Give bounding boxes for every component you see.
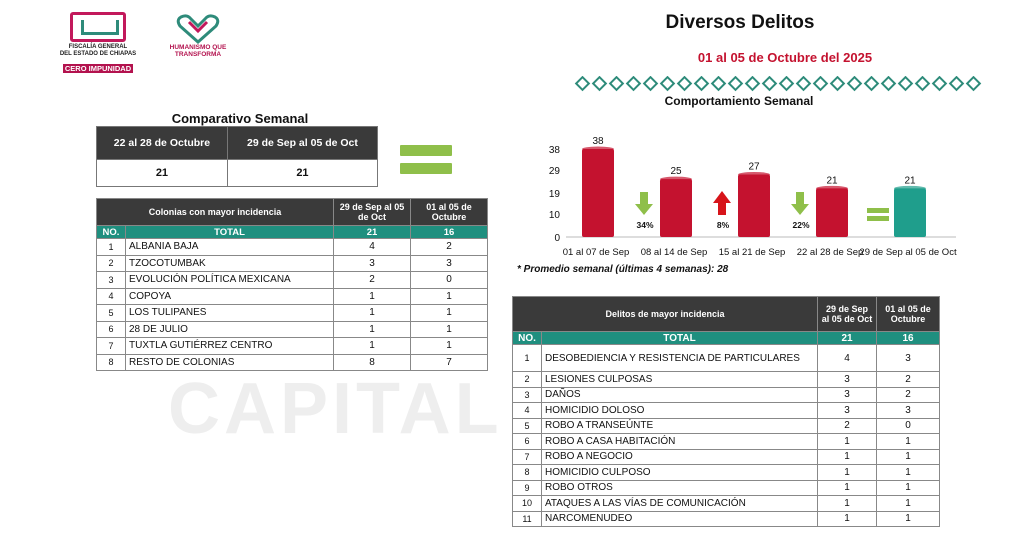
row-no: 4	[513, 403, 542, 419]
row-b: 7	[411, 354, 488, 371]
row-no: 7	[513, 449, 542, 465]
table-row	[513, 480, 940, 496]
table-row	[513, 418, 940, 434]
row-name: ROBO A NEGOCIO	[542, 449, 818, 465]
fiscalia-motto: CERO IMPUNIDAD	[64, 64, 132, 73]
row-name: ATAQUES A LAS VÍAS DE COMUNICACIÓN	[542, 496, 818, 512]
row-a: 8	[334, 354, 411, 371]
diamond-ornament-icon	[643, 76, 659, 91]
table-row	[97, 354, 488, 371]
colonias-no-label: NO.	[97, 226, 126, 239]
arrow-up-icon	[713, 191, 731, 215]
row-b: 1	[411, 338, 488, 355]
comparison-header-current: 29 de Sep al 05 de Oct	[227, 127, 377, 160]
data-label: 27	[748, 161, 760, 173]
row-a: 1	[334, 338, 411, 355]
row-no: 8	[97, 354, 126, 371]
table-row	[513, 511, 940, 527]
row-no: 4	[97, 288, 126, 305]
colonias-title: Colonias con mayor incidencia	[97, 199, 334, 226]
row-b: 3	[411, 255, 488, 272]
comparison-value-prev: 21	[97, 160, 228, 187]
fiscalia-logo	[48, 12, 148, 74]
row-name: LESIONES CULPOSAS	[542, 372, 818, 388]
row-name: ROBO OTROS	[542, 480, 818, 496]
row-b: 3	[877, 403, 940, 419]
row-b: 1	[411, 321, 488, 338]
row-no: 10	[513, 496, 542, 512]
row-a: 3	[334, 255, 411, 272]
decorative-border	[574, 76, 992, 92]
delitos-col-b: 01 al 05 de Octubre	[877, 297, 940, 332]
equal-icon	[867, 216, 889, 221]
row-b: 2	[411, 239, 488, 256]
row-a: 1	[818, 480, 877, 496]
humanismo-logo	[164, 14, 232, 70]
row-a: 1	[818, 434, 877, 450]
row-a: 1	[818, 449, 877, 465]
row-a: 1	[334, 305, 411, 322]
row-name: TUXTLA GUTIÉRREZ CENTRO	[126, 338, 334, 355]
watermark: CAPITAL	[168, 369, 503, 449]
table-row	[97, 305, 488, 322]
chart-bar	[660, 179, 692, 237]
row-name: ROBO A TRANSEÚNTE	[542, 418, 818, 434]
delitos-total-a: 21	[818, 332, 877, 345]
change-percent-label: 8%	[716, 220, 730, 230]
page-title: Diversos Delitos	[665, 12, 815, 33]
row-a: 1	[334, 321, 411, 338]
equal-icon	[400, 143, 452, 177]
date-range: 01 al 05 de Octubre del 2025	[697, 50, 873, 65]
row-name: ALBANIA BAJA	[126, 239, 334, 256]
row-no: 2	[97, 255, 126, 272]
diamond-ornament-icon	[847, 76, 863, 91]
row-no: 5	[513, 418, 542, 434]
row-a: 3	[818, 403, 877, 419]
row-a: 2	[818, 418, 877, 434]
chart-bar-cap	[660, 177, 692, 182]
data-label: 21	[826, 175, 838, 187]
diamond-ornament-icon	[830, 76, 846, 91]
arrow-down-icon	[791, 192, 809, 215]
comparison-table	[96, 126, 378, 187]
table-row	[513, 434, 940, 450]
row-no: 1	[97, 239, 126, 256]
row-no: 3	[97, 272, 126, 289]
colonias-col-b: 01 al 05 de Octubre	[411, 199, 488, 226]
row-no: 8	[513, 465, 542, 481]
table-row	[513, 387, 940, 403]
row-b: 1	[877, 480, 940, 496]
row-no: 6	[513, 434, 542, 450]
comparison-title: Comparativo Semanal	[171, 111, 309, 126]
heart-icon	[175, 14, 221, 44]
colonias-table	[96, 198, 488, 371]
row-b: 1	[877, 434, 940, 450]
diamond-ornament-icon	[779, 76, 795, 91]
x-tick-label: 15 al 21 de Sep	[718, 247, 786, 258]
row-name: DAÑOS	[542, 387, 818, 403]
row-b: 2	[877, 372, 940, 388]
fiscalia-emblem-icon	[70, 12, 126, 42]
diamond-ornament-icon	[728, 76, 744, 91]
diamond-ornament-icon	[609, 76, 625, 91]
diamond-ornament-icon	[694, 76, 710, 91]
diamond-ornament-icon	[677, 76, 693, 91]
colonias-total-a: 21	[334, 226, 411, 239]
row-name: HOMICIDIO CULPOSO	[542, 465, 818, 481]
row-name: NARCOMENUDEO	[542, 511, 818, 527]
chart-bar	[582, 149, 614, 237]
chart-bar-cap	[816, 186, 848, 191]
row-name: LOS TULIPANES	[126, 305, 334, 322]
row-no: 6	[97, 321, 126, 338]
row-a: 4	[334, 239, 411, 256]
humanismo-line1: HUMANISMO QUE	[169, 44, 227, 51]
row-name: EVOLUCIÓN POLÍTICA MEXICANA	[126, 272, 334, 289]
equal-icon	[867, 208, 889, 213]
row-a: 1	[818, 511, 877, 527]
chart-bar-cap	[738, 172, 770, 177]
weekly-bar-chart	[520, 124, 970, 264]
row-b: 1	[411, 305, 488, 322]
delitos-total-label: TOTAL	[542, 332, 818, 345]
colonias-total-b: 16	[411, 226, 488, 239]
row-b: 0	[877, 418, 940, 434]
diamond-ornament-icon	[660, 76, 676, 91]
data-label: 25	[670, 166, 682, 178]
row-b: 3	[877, 345, 940, 372]
average-note: * Promedio semanal (últimas 4 semanas): 28	[517, 264, 729, 275]
delitos-total-b: 16	[877, 332, 940, 345]
y-tick-label: 19	[548, 189, 560, 200]
diamond-ornament-icon	[932, 76, 948, 91]
row-no: 9	[513, 480, 542, 496]
row-a: 3	[818, 372, 877, 388]
diamond-ornament-icon	[745, 76, 761, 91]
row-name: RESTO DE COLONIAS	[126, 354, 334, 371]
chart-bar	[738, 174, 770, 237]
table-row	[97, 321, 488, 338]
row-no: 7	[97, 338, 126, 355]
fiscalia-line1: FISCALÍA GENERAL	[68, 44, 128, 50]
row-a: 4	[818, 345, 877, 372]
diamond-ornament-icon	[592, 76, 608, 91]
row-b: 1	[877, 449, 940, 465]
row-a: 1	[818, 465, 877, 481]
delitos-col-a: 29 de Sep al 05 de Oct	[818, 297, 877, 332]
x-tick-label: 08 al 14 de Sep	[640, 247, 708, 258]
table-row	[97, 288, 488, 305]
row-b: 1	[411, 288, 488, 305]
diamond-ornament-icon	[813, 76, 829, 91]
delitos-title: Delitos de mayor incidencia	[513, 297, 818, 332]
row-name: TZOCOTUMBAK	[126, 255, 334, 272]
row-a: 1	[334, 288, 411, 305]
diamond-ornament-icon	[796, 76, 812, 91]
table-row	[97, 272, 488, 289]
y-tick-label: 29	[548, 165, 560, 177]
chart-title: Comportamiento Semanal	[664, 94, 814, 108]
table-row	[513, 345, 940, 372]
row-name: DESOBEDIENCIA Y RESISTENCIA DE PARTICULARES	[542, 345, 818, 372]
row-a: 1	[818, 496, 877, 512]
chart-bar-cap	[582, 147, 614, 152]
table-row	[513, 372, 940, 388]
chart-bar	[894, 188, 926, 237]
y-tick-label: 38	[548, 145, 560, 156]
row-b: 1	[877, 511, 940, 527]
row-no: 2	[513, 372, 542, 388]
change-percent-label: 22%	[792, 220, 810, 230]
row-b: 1	[877, 465, 940, 481]
humanismo-line2: TRANSFORMA	[174, 51, 222, 58]
y-tick-label: 10	[548, 209, 560, 221]
row-name: HOMICIDIO DOLOSO	[542, 403, 818, 419]
x-tick-label: 22 al 28 de Sep	[796, 247, 864, 258]
change-percent-label: 34%	[636, 220, 654, 230]
row-b: 2	[877, 387, 940, 403]
row-name: ROBO A CASA HABITACIÓN	[542, 434, 818, 450]
row-name: COPOYA	[126, 288, 334, 305]
row-a: 2	[334, 272, 411, 289]
diamond-ornament-icon	[881, 76, 897, 91]
diamond-ornament-icon	[898, 76, 914, 91]
table-row	[97, 239, 488, 256]
diamond-ornament-icon	[915, 76, 931, 91]
diamond-ornament-icon	[575, 76, 591, 91]
row-a: 3	[818, 387, 877, 403]
row-no: 3	[513, 387, 542, 403]
diamond-ornament-icon	[864, 76, 880, 91]
diamond-ornament-icon	[949, 76, 965, 91]
arrow-down-icon	[635, 192, 653, 215]
data-label: 38	[592, 136, 604, 147]
fiscalia-line2: DEL ESTADO DE CHIAPAS	[59, 51, 137, 57]
diamond-ornament-icon	[626, 76, 642, 91]
diamond-ornament-icon	[711, 76, 727, 91]
delitos-table	[512, 296, 940, 527]
table-row	[513, 465, 940, 481]
x-tick-label: 01 al 07 de Sep	[562, 247, 630, 258]
table-row	[513, 496, 940, 512]
table-row	[97, 255, 488, 272]
colonias-col-a: 29 de Sep al 05 de Oct	[334, 199, 411, 226]
row-name: 28 DE JULIO	[126, 321, 334, 338]
comparison-header-prev: 22 al 28 de Octubre	[97, 127, 228, 160]
row-no: 11	[513, 511, 542, 527]
chart-bar	[816, 188, 848, 237]
y-tick-label: 0	[554, 233, 560, 244]
comparison-value-current: 21	[227, 160, 377, 187]
x-tick-label: 29 de Sep al 05 de Oct	[859, 247, 957, 258]
table-row	[97, 338, 488, 355]
data-label: 21	[904, 175, 916, 187]
diamond-ornament-icon	[966, 76, 982, 91]
diamond-ornament-icon	[762, 76, 778, 91]
colonias-total-label: TOTAL	[126, 226, 334, 239]
row-no: 5	[97, 305, 126, 322]
row-no: 1	[513, 345, 542, 372]
delitos-no-label: NO.	[513, 332, 542, 345]
table-row	[513, 403, 940, 419]
row-b: 1	[877, 496, 940, 512]
table-row	[513, 449, 940, 465]
row-b: 0	[411, 272, 488, 289]
chart-bar-cap	[894, 186, 926, 191]
